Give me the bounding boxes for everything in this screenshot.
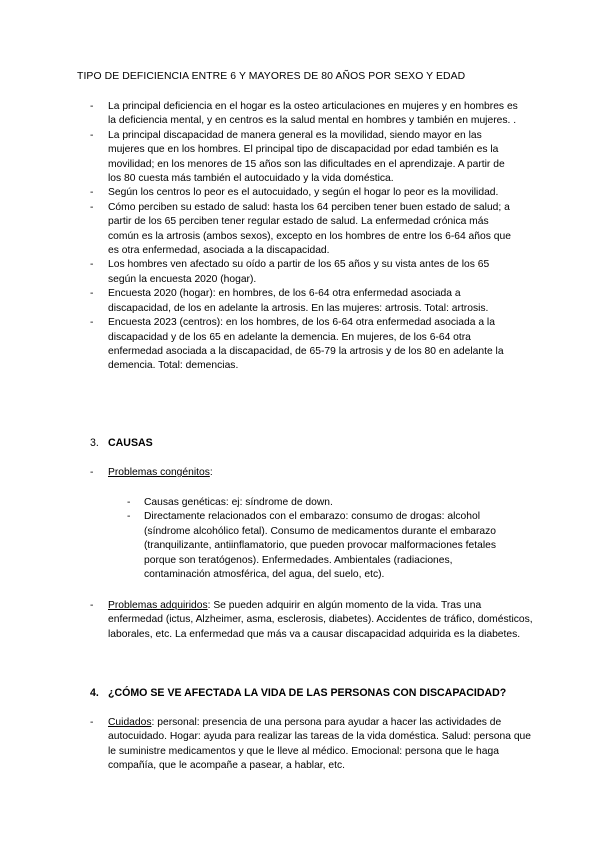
section-number: 3.: [90, 437, 99, 449]
bullet-dash: -: [90, 201, 94, 213]
congenitos-label: Problemas congénitos: [108, 467, 210, 478]
bullet-dash: -: [90, 101, 94, 112]
cuidados-item: - Cuidados: personal: presencia de una persona para ayudar a hacer las actividades de autocuidado. Hogar: ayuda para realizar las tareas de la vida doméstica. Salud: persona que le suministre medicamentos y que le lleve al médico. Emocional: persona que le haga compañía, que le acompañe a pasear, a hablar, etc.: [90, 717, 532, 772]
intro-bullet-list: [90, 100, 520, 374]
section-title: CAUSAS: [108, 437, 153, 449]
adquiridos-item: - Problemas adquiridos: Se pueden adquirir en algún momento de la vida. Tras una enfermedad (ictus, Alzheimer, asma, esclerosis, diabetes). Accidentes de tráfico, domésticos, laborales, etc. La enfermedad que más va a causar discapacidad adquirida es la diabetes.: [90, 600, 533, 640]
congenitos-sublist: [127, 496, 517, 582]
list-item: - Según los centros lo peor es el autocuidado, y según el hogar lo peor es la movilidad.: [90, 186, 520, 200]
bullet-dash: -: [90, 467, 94, 478]
document-title: TIPO DE DEFICIENCIA ENTRE 6 Y MAYORES DE 80 AÑOS POR SEXO Y EDAD: [77, 71, 466, 82]
list-item: - La principal discapacidad de manera general es la movilidad, siendo mayor en las mujeres que en los hombres. El principal tipo de discapacidad por edad también es la movilidad; en los menores de 15 años son las dificultades en el aprendizaje. A partir de los 80 cuesta más también el autocuidado y la vida doméstica.: [90, 129, 505, 185]
bullet-dash: -: [127, 511, 131, 523]
bullet-dash: -: [90, 717, 94, 728]
list-item: - Directamente relacionados con el embarazo: consumo de drogas: alcohol (síndrome alcohólico fetal). Consumo de medicamentos durante el embarazo (tranquilizante, antiinflamatorio, que pueden provocar malformaciones fetales porque son teratógenos). Enfermedades. Ambientales (radiaciones, contaminación atmosférica, del agua, del suelo, etc).: [127, 511, 497, 581]
section-number: 4.: [90, 687, 99, 699]
bullet-dash: -: [127, 497, 131, 508]
cuidados-label: Cuidados: [108, 717, 152, 728]
bullet-dash: -: [90, 259, 94, 271]
adquiridos-label: Problemas adquiridos: [108, 600, 208, 611]
bullet-dash: -: [90, 129, 94, 141]
bullet-dash: -: [90, 288, 94, 300]
list-item: - Encuesta 2020 (hogar): en hombres, de los 6-64 otra enfermedad asociada a discapacidad, de los en adelante la artrosis. En las mujeres: artrosis. Total: artrosis.: [90, 288, 489, 314]
list-item: - Encuesta 2023 (centros): en los hombres, de los 6-64 otra enfermedad asociada a la discapacidad y de los 65 en adelante la demencia. En mujeres, de los 6-64 otra enfermedad asociada a la discapacidad, de 65-79 la artrosis y de los 80 en adelante la demencia. Total: demencias.: [90, 317, 504, 372]
bullet-dash: -: [90, 317, 94, 329]
bullet-dash: -: [90, 600, 94, 611]
section-4-heading: [90, 687, 506, 699]
section-3-heading: [90, 437, 153, 449]
section-title: ¿CÓMO SE VE AFECTADA LA VIDA DE LAS PERSONAS CON DISCAPACIDAD?: [108, 687, 507, 699]
list-item: - Cómo perciben su estado de salud: hasta los 64 perciben tener buen estado de salud; a partir de los 65 perciben tener regular estado de salud. La enfermedad crónica más común es la artrosis (ambos sexos), excepto en los hombres de entre los 6-64 años que es otra enfermedad, asociada a la discapacidad.: [90, 201, 511, 257]
bullet-dash: -: [90, 187, 94, 199]
congenitos-item: - Problemas congénitos:: [90, 466, 538, 480]
list-item: - La principal deficiencia en el hogar es la osteo articulaciones en mujeres y en hombres es la deficiencia mental, y en centros es la salud mental en hombres y también en mujeres. .: [90, 101, 518, 127]
list-item: - Los hombres ven afectado su oído a partir de los 65 años y su vista antes de los 65 según la encuesta 2020 (hogar).: [90, 259, 490, 285]
list-item: - Causas genéticas: ej: síndrome de down.: [127, 496, 517, 510]
